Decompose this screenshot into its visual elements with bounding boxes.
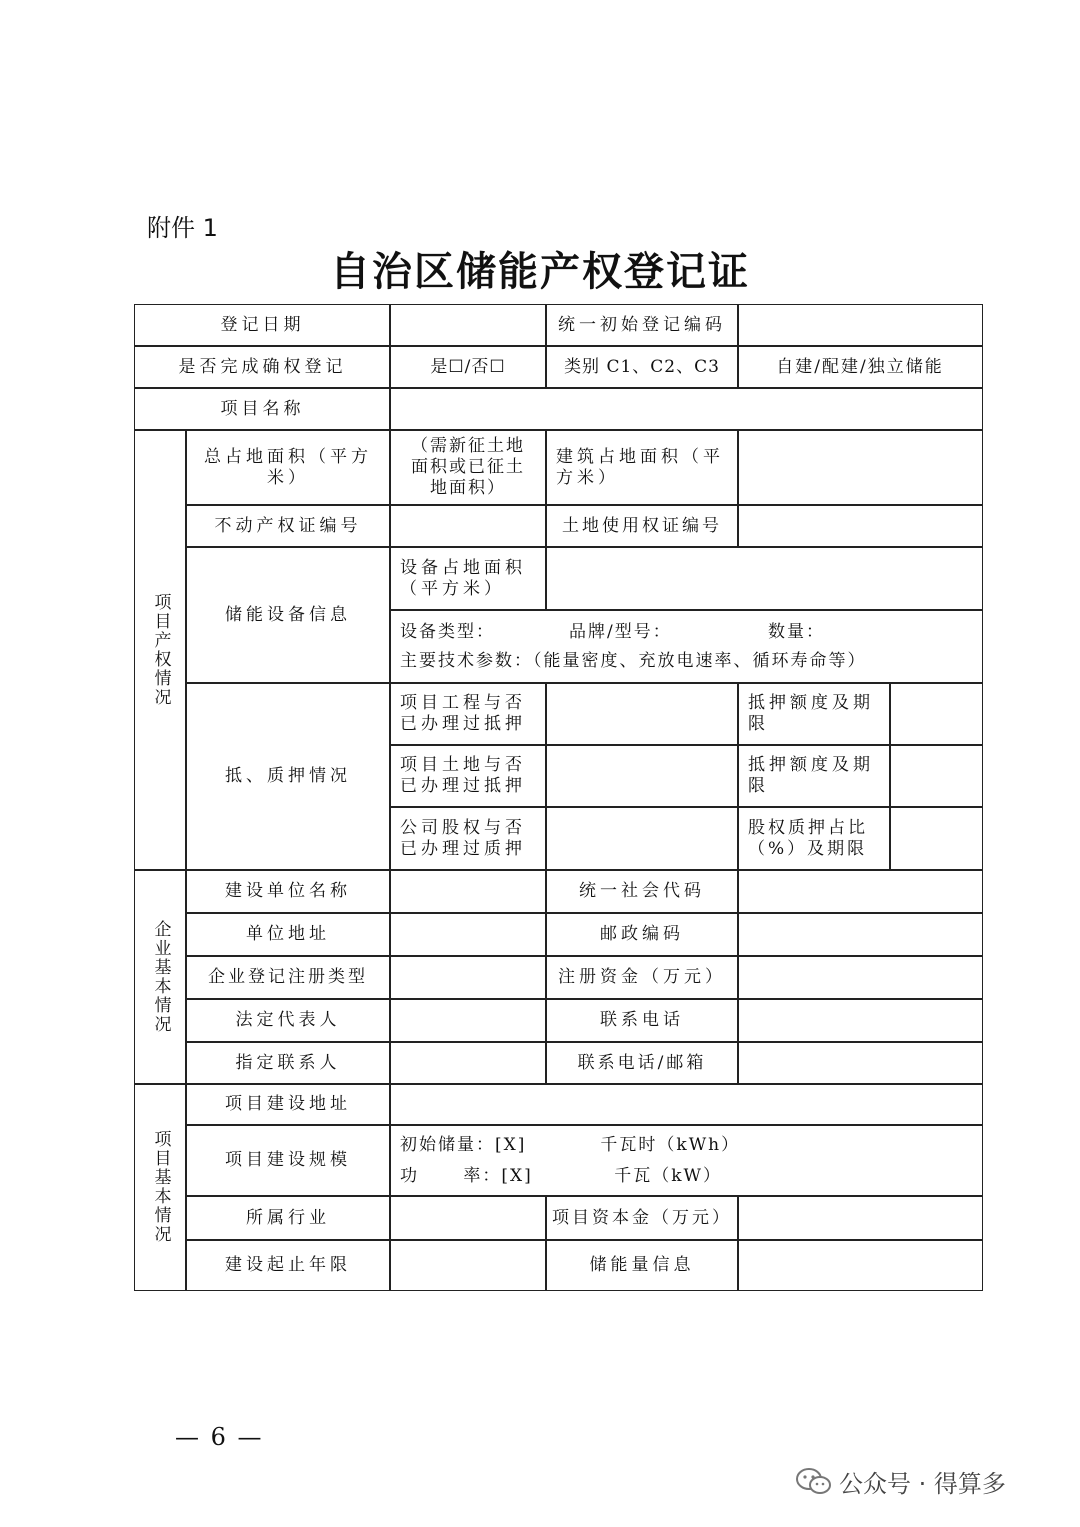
unified-code-label: 统一初始登记编码 bbox=[545, 304, 739, 347]
pledge-label: 抵、质押情况 bbox=[185, 682, 391, 871]
phone-label: 联系电话 bbox=[545, 998, 739, 1043]
project-name-label: 项目名称 bbox=[134, 387, 391, 431]
energy-info-value bbox=[737, 1239, 983, 1291]
pledge-q1-value bbox=[545, 682, 739, 746]
equip-detail-line2: 主要技术参数：（能量密度、充放电速率、循环寿命等） bbox=[400, 650, 867, 671]
page-number: — 6 — bbox=[175, 1423, 264, 1451]
pledge-q2-value bbox=[545, 744, 739, 808]
industry-value bbox=[389, 1195, 547, 1241]
social-code-label: 统一社会代码 bbox=[545, 869, 739, 914]
reg-type-value bbox=[389, 955, 547, 1000]
pledge-a2-value bbox=[889, 744, 983, 808]
pledge-a1-value bbox=[889, 682, 983, 746]
phone-email-label: 联系电话/邮箱 bbox=[545, 1041, 739, 1085]
total-area-label: 总占地面积（平方米） bbox=[185, 429, 391, 506]
pledge-a3-value bbox=[889, 806, 983, 871]
equip-area-value bbox=[545, 546, 983, 611]
equip-area-label: 设备占地面积（平方米） bbox=[389, 546, 547, 611]
pledge-q2: 项目土地与否已办理过抵押 bbox=[389, 744, 547, 808]
section-property-label: 项目产权情况 bbox=[134, 429, 187, 871]
postal-code-value bbox=[737, 912, 983, 957]
reg-date-label: 登记日期 bbox=[134, 304, 391, 347]
land-cert-value bbox=[737, 504, 983, 548]
wechat-icon bbox=[795, 1467, 833, 1497]
scale-line1: 初始储量：[X] 千瓦时（kWh） bbox=[400, 1134, 741, 1155]
pledge-a1: 抵押额度及期限 bbox=[737, 682, 891, 746]
equip-info-label: 储能设备信息 bbox=[185, 546, 391, 684]
project-name-value bbox=[389, 387, 983, 431]
project-scale-detail bbox=[389, 1124, 983, 1197]
phone-value bbox=[737, 998, 983, 1043]
reg-type-label: 企业登记注册类型 bbox=[185, 955, 391, 1000]
page-title: 自治区储能产权登记证 bbox=[330, 249, 750, 295]
capital-label: 项目资本金（万元） bbox=[545, 1195, 739, 1241]
pledge-q3: 公司股权与否已办理过质押 bbox=[389, 806, 547, 871]
postal-code-label: 邮政编码 bbox=[545, 912, 739, 957]
pledge-q3-value bbox=[545, 806, 739, 871]
equip-detail bbox=[389, 609, 983, 684]
scale-line2: 功 率：[X] 千瓦（kW） bbox=[400, 1165, 723, 1186]
pledge-q1: 项目工程与否已办理过抵押 bbox=[389, 682, 547, 746]
industry-label: 所属行业 bbox=[185, 1195, 391, 1241]
yesno-value: 是☐/否☐ bbox=[389, 345, 547, 389]
legal-rep-value bbox=[389, 998, 547, 1043]
property-cert-value bbox=[389, 504, 547, 548]
pledge-a3: 股权质押占比（%）及期限 bbox=[737, 806, 891, 871]
reg-capital-label: 注册资金（万元） bbox=[545, 955, 739, 1000]
company-address-label: 单位地址 bbox=[185, 912, 391, 957]
company-address-value bbox=[389, 912, 547, 957]
company-name-label: 建设单位名称 bbox=[185, 869, 391, 914]
project-address-value bbox=[389, 1083, 983, 1126]
confirm-label: 是否完成确权登记 bbox=[134, 345, 391, 389]
watermark-text: 公众号 · 得算多 bbox=[839, 1470, 1006, 1498]
attachment-label: 附件 1 bbox=[147, 214, 218, 242]
company-name-value bbox=[389, 869, 547, 914]
pledge-a2: 抵押额度及期限 bbox=[737, 744, 891, 808]
property-cert-label: 不动产权证编号 bbox=[185, 504, 391, 548]
total-area-note: （需新征土地面积或已征土地面积） bbox=[389, 429, 547, 506]
watermark bbox=[795, 1464, 1006, 1499]
land-cert-label: 土地使用权证编号 bbox=[545, 504, 739, 548]
section-company-label: 企业基本情况 bbox=[134, 869, 187, 1085]
building-area-label: 建筑占地面积（平方米） bbox=[545, 429, 739, 506]
energy-info-label: 储能量信息 bbox=[545, 1239, 739, 1291]
reg-date-value bbox=[389, 304, 547, 347]
project-scale-label: 项目建设规模 bbox=[185, 1124, 391, 1197]
project-address-label: 项目建设地址 bbox=[185, 1083, 391, 1126]
building-area-value bbox=[737, 429, 983, 506]
section-project-label: 项目基本情况 bbox=[134, 1083, 187, 1291]
reg-capital-value bbox=[737, 955, 983, 1000]
contact-value bbox=[389, 1041, 547, 1085]
category-label: 类别 C1、C2、C3 bbox=[545, 345, 739, 389]
capital-value bbox=[737, 1195, 983, 1241]
social-code-value bbox=[737, 869, 983, 914]
unified-code-value bbox=[737, 304, 983, 347]
equip-detail-line1: 设备类型： 品牌/型号： 数量： bbox=[400, 621, 826, 642]
contact-label: 指定联系人 bbox=[185, 1041, 391, 1085]
period-value bbox=[389, 1239, 547, 1291]
phone-email-value bbox=[737, 1041, 983, 1085]
storage-type: 自建/配建/独立储能 bbox=[737, 345, 983, 389]
legal-rep-label: 法定代表人 bbox=[185, 998, 391, 1043]
period-label: 建设起止年限 bbox=[185, 1239, 391, 1291]
